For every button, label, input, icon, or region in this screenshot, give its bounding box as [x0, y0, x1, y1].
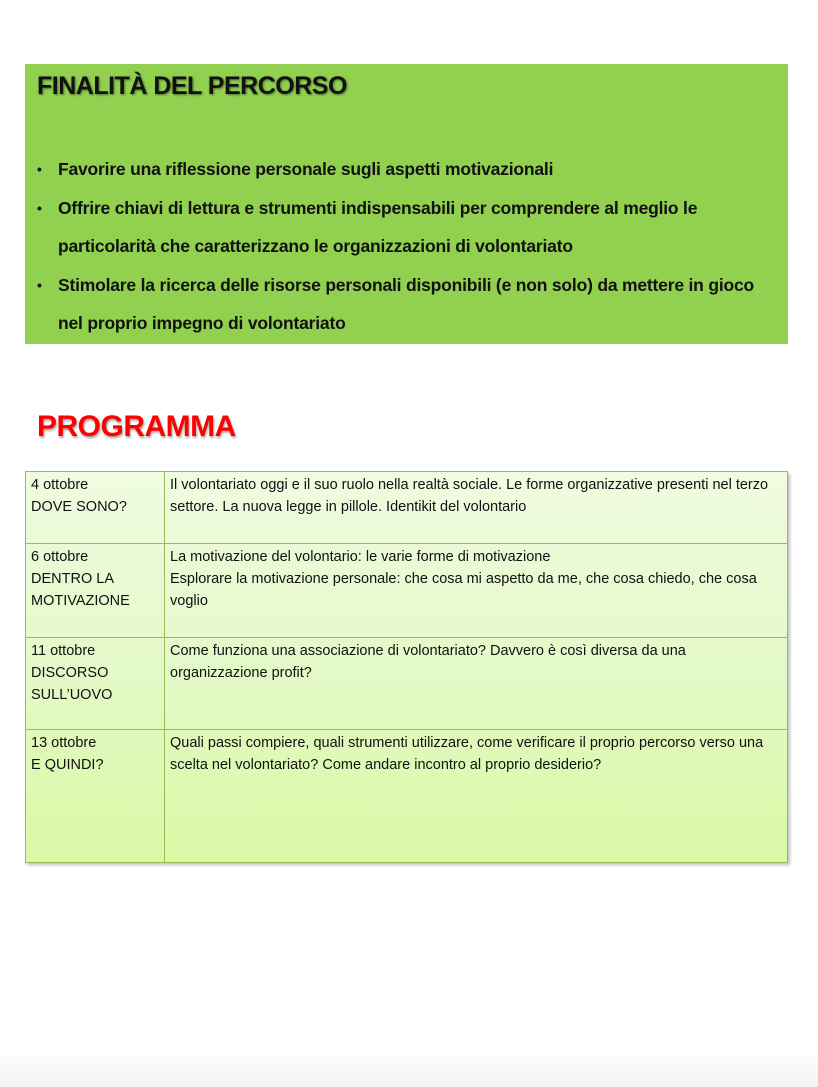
- goal-item: [37, 189, 777, 266]
- description-text: Come funziona una associazione di volontariato? Davvero è così diversa da una organizzazione profit?: [170, 643, 686, 681]
- session-topic: DISCORSO SULL’UOVO: [31, 665, 113, 703]
- session-description: [165, 544, 788, 638]
- goal-item: [37, 150, 777, 189]
- goal-item: [37, 266, 777, 343]
- description-text: La motivazione del volontario: le varie forme di motivazione: [170, 549, 551, 565]
- program-table: [25, 471, 788, 862]
- session-cell: [26, 544, 165, 638]
- table-row: [26, 730, 788, 863]
- session-topic: DENTRO LA MOTIVAZIONE: [31, 571, 130, 609]
- session-description: [165, 730, 788, 863]
- bullet-icon: •: [37, 199, 42, 216]
- session-topic: DOVE SONO?: [31, 499, 127, 515]
- goal-text: Offrire chiavi di lettura e strumenti indispensabili per comprendere al meglio le particolarità che caratterizzano le organizzazioni di volontariato: [58, 197, 698, 256]
- bullet-icon: •: [37, 276, 42, 293]
- session-cell: [26, 638, 165, 730]
- goals-box: [25, 64, 788, 344]
- session-description: [165, 638, 788, 730]
- table-row: [26, 638, 788, 730]
- goals-title: FINALITÀ DEL PERCORSO: [37, 72, 347, 100]
- table-row: [26, 472, 788, 544]
- goal-text: Favorire una riflessione personale sugli aspetti motivazionali: [58, 159, 554, 179]
- session-date: 11 ottobre: [31, 643, 96, 659]
- description-text: Quali passi compiere, quali strumenti utilizzare, come verificare il proprio percorso verso una scelta nel volontariato? Come andare incontro al proprio desiderio?: [170, 735, 764, 773]
- session-topic: E QUINDI?: [31, 757, 104, 773]
- session-description: [165, 472, 788, 544]
- description-text: Esplorare la motivazione personale: che cosa mi aspetto da me, che cosa chiedo, che cosa voglio: [170, 571, 757, 609]
- session-cell: [26, 472, 165, 544]
- goal-text: Stimolare la ricerca delle risorse personali disponibili (e non solo) da mettere in gioco nel proprio impegno di volontariato: [58, 274, 755, 333]
- program-title: PROGRAMMA: [37, 410, 236, 443]
- description-text: Il volontariato oggi e il suo ruolo nella realtà sociale. Le forme organizzative presenti nel terzo settore. La nuova legge in pillole. Identikit del volontario: [170, 477, 769, 515]
- session-cell: [26, 730, 165, 863]
- session-date: 4 ottobre: [31, 477, 89, 493]
- goals-list: [37, 150, 777, 343]
- session-date: 13 ottobre: [31, 735, 97, 751]
- bullet-icon: •: [37, 161, 42, 177]
- table-row: [26, 544, 788, 638]
- session-date: 6 ottobre: [31, 549, 89, 565]
